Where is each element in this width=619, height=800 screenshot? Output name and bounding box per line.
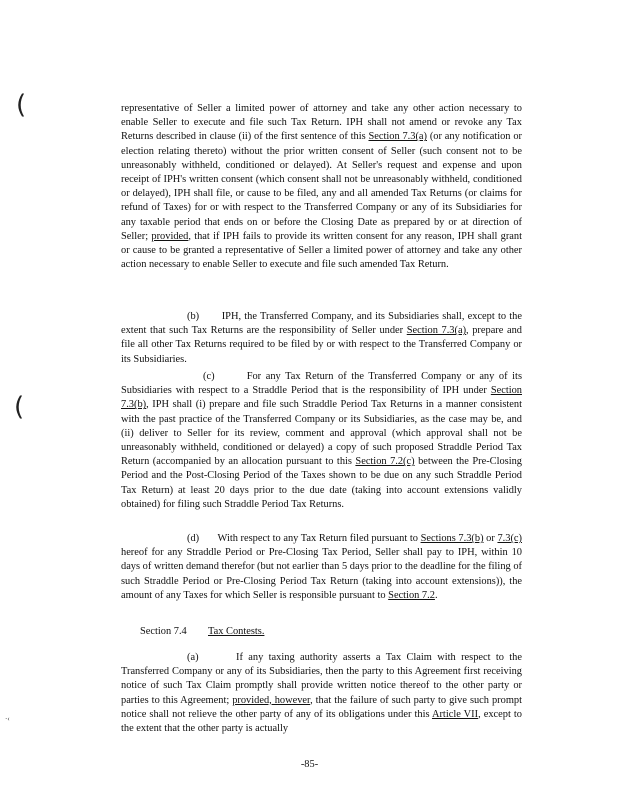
text-run: .	[434, 589, 438, 601]
paragraph-c	[121, 370, 522, 512]
paragraph-b	[121, 310, 522, 367]
cross-reference: Section 7.2	[388, 589, 435, 601]
text-run: or	[483, 533, 498, 544]
section-heading	[140, 626, 264, 637]
cross-reference: Sections 7.3(b)	[420, 533, 484, 544]
text-run: hereof for any Straddle Period or Pre-Closing Tax Period, Seller shall pay to IPH, within 10 days of written demand therefor (but not earlier than 5 days prior to the deadline for the filing of such Straddle Period or Pre-Closing Period Tax Return (taking into account extensions)), the amount of any Taxes for which Seller is responsible pursuant to	[121, 547, 522, 601]
cross-reference: provided, however	[232, 694, 311, 706]
text-run: (or any notification or election relating thereto) without the prior written consent of Seller (such consent not to be unreasonably withheld, conditioned or delayed). At Seller's request and expense and upon receipt of IPH's written consent (which consent shall not be unreasonably withheld, conditioned or delayed), IPH shall file, or cause to be filed, any and all amended Tax Returns (or claims for refund of Taxes) for or with respect to the Transferred Company or any of its Subsidiaries for any taxable period that ends on or before the Closing Date as prepared by or at direction of Seller;	[121, 131, 522, 242]
text-run: , prepare and file all other Tax Returns required to be filed by or with respect to the Transferred Company or its Subsidiaries.	[121, 325, 522, 365]
text-run: , that if IPH fails to provide its written consent for any reason, IPH shall grant or cause to be granted a representative of Seller a limited power of attorney and take any other action necessary to enable Seller to execute and file such amended Tax Return.	[121, 230, 522, 271]
text-run: , that the failure of such party to give such prompt notice shall not relieve the other party of any of its obligations under this	[121, 694, 522, 720]
cross-reference: Section 7.3(a)	[406, 325, 467, 337]
margin-stray-mark: ·‹	[5, 715, 10, 723]
cross-reference: Section 7.2(c)	[355, 456, 415, 468]
margin-bracket-mark: (	[16, 90, 27, 120]
cross-reference: Section 7.3(b)	[121, 385, 522, 411]
text-run: representative of Seller a limited power of attorney and take any other action necessary to enable Seller to execute and file such Tax Return. IPH shall not amend or revoke any Tax Returns described in clause (ii) of the first sentence of this	[121, 103, 522, 143]
text-run: , except to the extent that the other party is actually	[121, 708, 522, 735]
cross-reference: provided	[151, 230, 189, 242]
text-run: (d) With respect to any Tax Return filed pursuant to	[187, 533, 421, 544]
section-title: Tax Contests.	[208, 626, 265, 637]
text-run: (b) IPH, the Transferred Company, and its Subsidiaries shall, except to the extent that such Tax Returns are the responsibility of Seller under	[121, 311, 522, 337]
text-run: , IPH shall (i) prepare and file such Straddle Period Tax Returns in a manner consistent with the past practice of the Transferred Company or its Subsidiaries, as the case may be, and (ii) deliver to Seller for its review, comment and approval (which approval shall not be unreasonably withheld, conditioned or delayed) a copy of such proposed Straddle Period Tax Return (accompanied by an allocation pursuant to this	[121, 399, 522, 468]
cross-reference: 7.3(c)	[497, 533, 522, 544]
text-run: (a) If any taxing authority asserts a Tax Claim with respect to the Transferred Company or any of its Subsidiaries, then the party to this Agreement first receiving notice of such Tax Claim promptly shall provide written notice thereof to the other party or parties to this Agreement;	[121, 652, 522, 706]
cross-reference: Article VII	[431, 708, 479, 720]
paragraph-continuation	[121, 102, 522, 272]
paragraph-d	[121, 532, 522, 603]
section-number: Section 7.4	[140, 626, 187, 637]
text-run: between the Pre-Closing Period and the Post-Closing Period of the Taxes shown to be due on any such Straddle Period Tax Return) at least 20 days prior to the due date (taking into account extensions validly obtained) for filing such Straddle Period Tax Returns.	[121, 456, 522, 510]
paragraph-a	[121, 651, 522, 736]
margin-bracket-mark: (	[14, 392, 25, 422]
text-run: (c) For any Tax Return of the Transferred Company or any of its Subsidiaries with respect to a Straddle Period that is the responsibility of IPH under	[121, 371, 522, 397]
cross-reference: Section 7.3(a)	[368, 131, 427, 143]
page-number: -85-	[300, 759, 319, 770]
